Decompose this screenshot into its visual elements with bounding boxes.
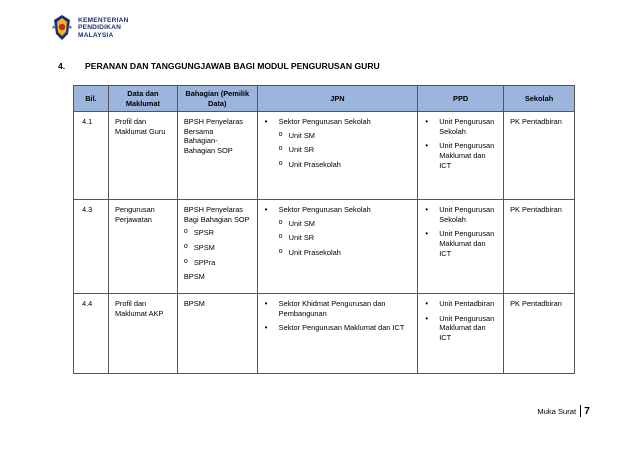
footer-divider: [580, 405, 581, 417]
cell-sekolah: PK Pentadbiran: [504, 200, 575, 294]
list-item: • Unit Pengurusan Maklumat dan ICT: [424, 314, 498, 343]
cell-jpn: [257, 112, 418, 200]
cell-data: Profil dan Maklumat Guru: [108, 112, 177, 200]
cell-ppd: [418, 112, 504, 200]
list-item: o Unit SM: [279, 219, 413, 229]
ministry-emblem-icon: [50, 14, 74, 42]
section-number: 4.: [58, 61, 66, 71]
page-label: Muka Surat: [537, 406, 577, 416]
list-item: • Unit Pengurusan Maklumat dan ICT: [424, 141, 498, 170]
list-item: • Unit Pengurusan Maklumat dan ICT: [424, 229, 498, 258]
roles-table: [73, 85, 575, 374]
list-item: o Unit Prasekolah: [279, 160, 413, 170]
list-item: • Unit Pengurusan Sekolah: [424, 205, 498, 224]
list-item: o SPPra: [184, 258, 252, 268]
page-number: 7: [584, 405, 590, 417]
ministry-logo: [50, 14, 160, 48]
cell-sekolah: PK Pentadbiran: [504, 112, 575, 200]
list-item: o SPSM: [184, 243, 252, 253]
cell-bahagian: BPSH Penyelaras Bersama Bahagian- Bahagian SOP: [177, 112, 257, 200]
cell-bahagian: BPSM: [177, 294, 257, 374]
list-item: • Sektor Pengurusan Maklumat dan ICT: [264, 323, 413, 333]
table-header-row: [74, 86, 575, 112]
list-item: o Unit SM: [279, 131, 413, 141]
header-ppd: PPD: [418, 86, 504, 112]
list-item: • Unit Pengurusan Sekolah: [424, 117, 498, 136]
table-row: [74, 112, 575, 200]
cell-ppd: [418, 294, 504, 374]
cell-data: Pengurusan Perjawatan: [108, 200, 177, 294]
list-item: • Sektor Khidmat Pengurusan dan Pembangunan: [264, 299, 413, 318]
cell-bil: 4.1: [74, 112, 109, 200]
header-sekolah: Sekolah: [504, 86, 575, 112]
header-bil: Bil.: [74, 86, 109, 112]
header-data-maklumat: Data dan Maklumat: [108, 86, 177, 112]
header-jpn: JPN: [257, 86, 418, 112]
cell-jpn: [257, 294, 418, 374]
list-item: • Sektor Pengurusan Sekolah o Unit SM o Unit SR o Unit Prasekolah: [264, 117, 413, 169]
cell-data: Profil dan Maklumat AKP: [108, 294, 177, 374]
cell-sekolah: PK Pentadbiran: [504, 294, 575, 374]
cell-ppd: [418, 200, 504, 294]
list-item: o Unit SR: [279, 233, 413, 243]
list-item: • Sektor Pengurusan Sekolah o Unit SM o Unit SR o Unit Prasekolah: [264, 205, 413, 257]
cell-bahagian: BPSH Penyelaras Bagi Bahagian SOP o SPSR o SPSM o SPPra BPSM: [177, 200, 257, 294]
cell-bil: 4.3: [74, 200, 109, 294]
section-title: PERANAN DAN TANGGUNGJAWAB BAGI MODUL PENGURUSAN GURU: [85, 61, 380, 71]
header-bahagian: Bahagian (Pemilik Data): [177, 86, 257, 112]
table-row: [74, 200, 575, 294]
page-footer: [537, 405, 590, 417]
list-item: o SPSR: [184, 228, 252, 238]
list-item: o Unit SR: [279, 145, 413, 155]
cell-bil: 4.4: [74, 294, 109, 374]
ministry-name: KEMENTERIAN PENDIDIKAN MALAYSIA: [78, 17, 129, 39]
list-item: o Unit Prasekolah: [279, 248, 413, 258]
cell-jpn: [257, 200, 418, 294]
table-row: [74, 294, 575, 374]
list-item: • Unit Pentadbiran: [424, 299, 498, 309]
